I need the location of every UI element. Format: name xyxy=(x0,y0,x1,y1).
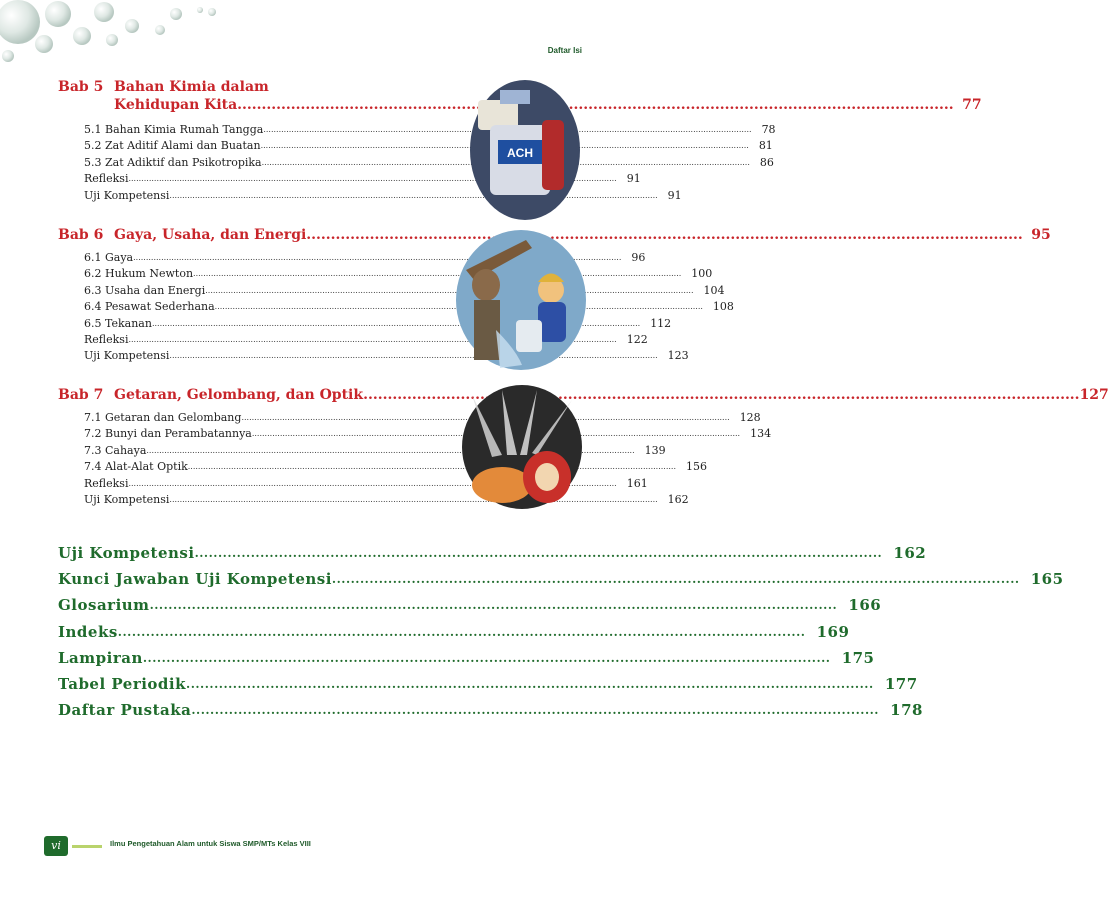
chapter-number: Bab 5 xyxy=(58,79,104,95)
toc-entry[interactable]: 7.3 Cahaya ..... 139 xyxy=(58,443,430,459)
toc-entry[interactable]: Uji Kompetensi ..... 162 xyxy=(58,540,520,566)
chapter-number: Bab 6 xyxy=(58,227,104,243)
chapter-title-text: Getaran, Gelombang, dan Optik xyxy=(114,387,364,403)
chemicals-photo xyxy=(470,80,580,220)
chapter-title[interactable] xyxy=(58,386,1109,404)
toc-entry[interactable]: Lampiran ..... 175 xyxy=(58,645,520,671)
light-optics-photo xyxy=(462,385,582,510)
chapter-title[interactable] xyxy=(58,78,430,96)
product-label: ACH xyxy=(507,146,533,160)
toc-entry[interactable]: Refleksi ..... 91 xyxy=(58,171,430,187)
chapter-6 xyxy=(58,226,1051,365)
toc-entry[interactable]: Refleksi ..... 161 xyxy=(58,476,430,492)
chapter-page: 77 xyxy=(962,97,982,113)
toc-entry[interactable]: Tabel Periodik ..... 177 xyxy=(58,671,520,697)
toc-entry[interactable]: Refleksi ..... 122 xyxy=(58,332,430,348)
footer-book-title: Ilmu Pengetahuan Alam untuk Siswa SMP/MTs Kelas VIII xyxy=(110,839,311,848)
chapter-page: 127 xyxy=(1079,387,1109,403)
toc-entry[interactable]: 6.5 Tekanan ..... 112 xyxy=(58,316,430,332)
chapter-title-text: Gaya, Usaha, dan Energi xyxy=(114,227,307,243)
toc-entry[interactable]: Glosarium ..... 166 xyxy=(58,592,520,618)
toc-entry[interactable]: 6.4 Pesawat Sederhana ..... 108 xyxy=(58,299,430,315)
toc-entry[interactable]: 5.3 Zat Adiktif dan Psikotropika ..... 86 xyxy=(58,155,430,171)
work-energy-photo xyxy=(456,230,586,370)
toc-entry[interactable]: 6.2 Hukum Newton ..... 100 xyxy=(58,266,430,282)
running-header: Daftar Isi xyxy=(547,46,582,55)
toc-entry[interactable]: 6.1 Gaya ..... 96 xyxy=(58,250,430,266)
chapter-number: Bab 7 xyxy=(58,387,104,403)
chapter-page: 95 xyxy=(1031,227,1051,243)
footer-divider xyxy=(72,845,102,848)
toc-entry[interactable]: Uji Kompetensi ..... 91 xyxy=(58,188,430,204)
toc-entry[interactable]: 7.4 Alat-Alat Optik ..... 156 xyxy=(58,459,430,475)
page-number: vi xyxy=(44,836,68,856)
chapter-title-line2[interactable] xyxy=(58,96,982,114)
toc-entry[interactable]: 5.2 Zat Aditif Alami dan Buatan ..... 81 xyxy=(58,138,430,154)
toc-entry[interactable]: 6.3 Usaha dan Energi ..... 104 xyxy=(58,283,430,299)
chapter-title-text: Bahan Kimia dalam xyxy=(114,79,269,95)
chapter-7 xyxy=(58,386,1109,508)
toc-entry[interactable]: Uji Kompetensi ..... 123 xyxy=(58,348,430,364)
chapter-title-text-2: Kehidupan Kita xyxy=(114,97,238,113)
toc-entry[interactable]: 7.1 Getaran dan Gelombang ..... 128 xyxy=(58,410,430,426)
bubbles-decoration xyxy=(0,0,638,70)
backmatter-list xyxy=(58,540,1064,723)
chapter-title[interactable] xyxy=(58,226,1051,244)
toc-entry[interactable]: 7.2 Bunyi dan Perambatannya ..... 134 xyxy=(58,426,430,442)
toc-entry[interactable]: Daftar Pustaka ..... 178 xyxy=(58,697,520,723)
toc-entry[interactable]: 5.1 Bahan Kimia Rumah Tangga ..... 78 xyxy=(58,122,430,138)
toc-entry[interactable]: Indeks ..... 169 xyxy=(58,619,520,645)
toc-entry[interactable]: Kunci Jawaban Uji Kompetensi ..... 165 xyxy=(58,566,520,592)
toc-entry[interactable]: Uji Kompetensi ..... 162 xyxy=(58,492,430,508)
